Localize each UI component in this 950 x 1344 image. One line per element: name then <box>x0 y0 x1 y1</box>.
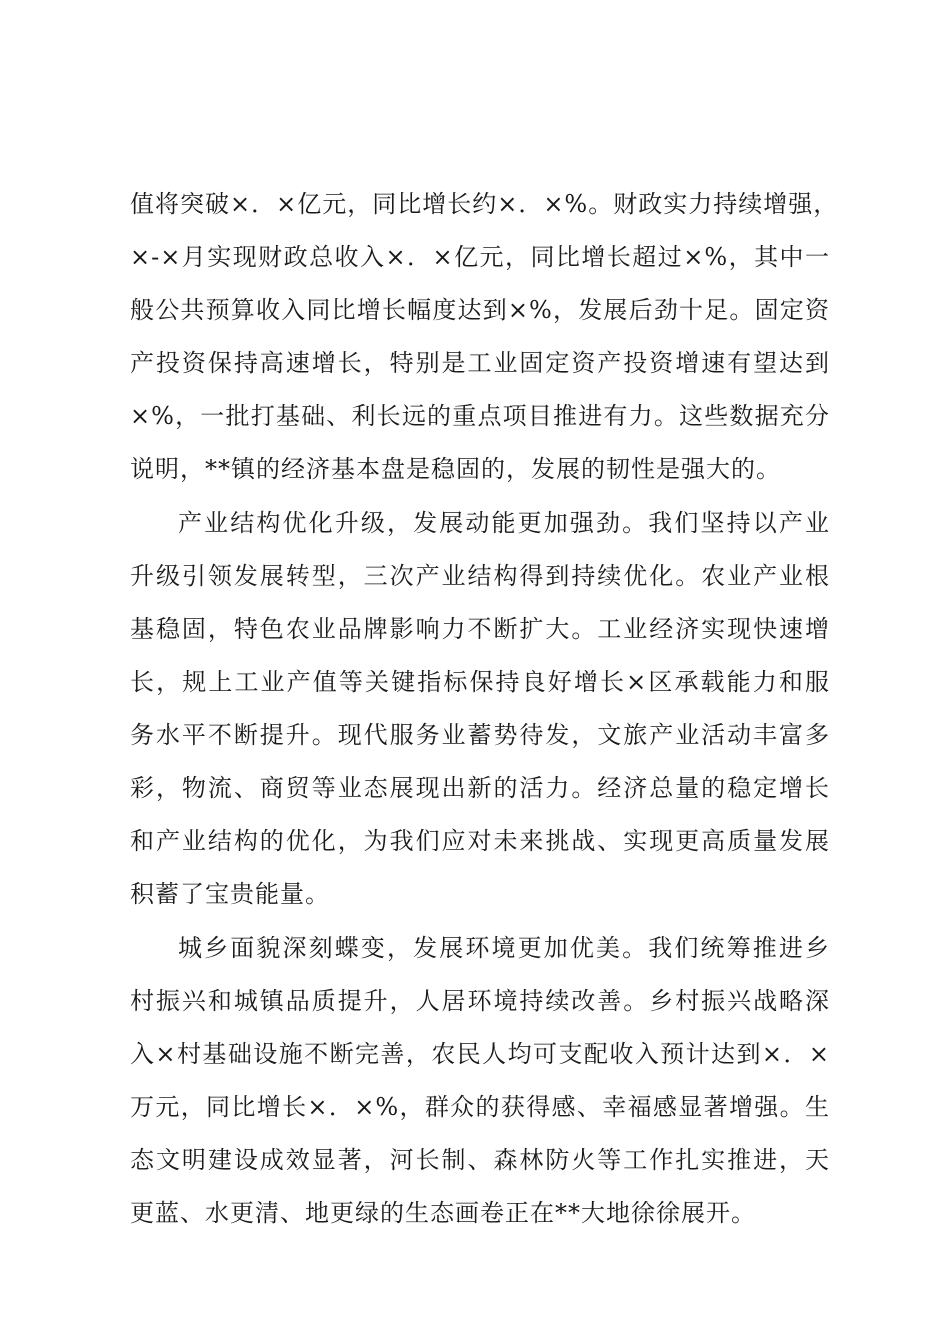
text-line: 产投资保持高速增长，特别是工业固定资产投资增速有望达到 <box>130 349 830 377</box>
text-line: ×%，一批打基础、利长远的重点项目推进有力。这些数据充分 <box>130 402 830 430</box>
text-line: 基稳固，特色农业品牌影响力不断扩大。工业经济实现快速增 <box>130 615 830 643</box>
paragraph-first-line: 产业结构优化升级，发展动能更加强劲。我们坚持以产业 <box>178 509 830 537</box>
text-line: 彩，物流、商贸等业态展现出新的活力。经济总量的稳定增长 <box>130 774 830 802</box>
text-line: ×-×月实现财政总收入×．×亿元，同比增长超过×%，其中一 <box>130 243 830 271</box>
text-line: 积蓄了宝贵能量。 <box>130 880 330 908</box>
text-line: 长，规上工业产值等关键指标保持良好增长×区承载能力和服 <box>130 668 830 696</box>
text-line: 万元，同比增长×．×%，群众的获得感、幸福感显著增强。生 <box>130 1093 830 1121</box>
text-line: 般公共预算收入同比增长幅度达到×%，发展后劲十足。固定资 <box>130 296 830 324</box>
paragraph-first-line: 城乡面貌深刻蝶变，发展环境更加优美。我们统筹推进乡 <box>178 934 830 962</box>
text-line: 说明，**镇的经济基本盘是稳固的，发展的韧性是强大的。 <box>130 455 781 483</box>
text-line: 态文明建设成效显著，河长制、森林防火等工作扎实推进，天 <box>130 1146 830 1174</box>
text-line: 村振兴和城镇品质提升，人居环境持续改善。乡村振兴战略深 <box>130 987 830 1015</box>
text-line: 升级引领发展转型，三次产业结构得到持续优化。农业产业根 <box>130 562 830 590</box>
text-line: 更蓝、水更清、地更绿的生态画卷正在**大地徐徐展开。 <box>130 1199 756 1227</box>
text-line: 务水平不断提升。现代服务业蓄势待发，文旅产业活动丰富多 <box>130 721 830 749</box>
text-line: 入×村基础设施不断完善，农民人均可支配收入预计达到×．× <box>130 1040 830 1068</box>
text-line: 值将突破×．×亿元，同比增长约×．×%。财政实力持续增强， <box>130 190 839 218</box>
text-line: 和产业结构的优化，为我们应对未来挑战、实现更高质量发展 <box>130 827 830 855</box>
